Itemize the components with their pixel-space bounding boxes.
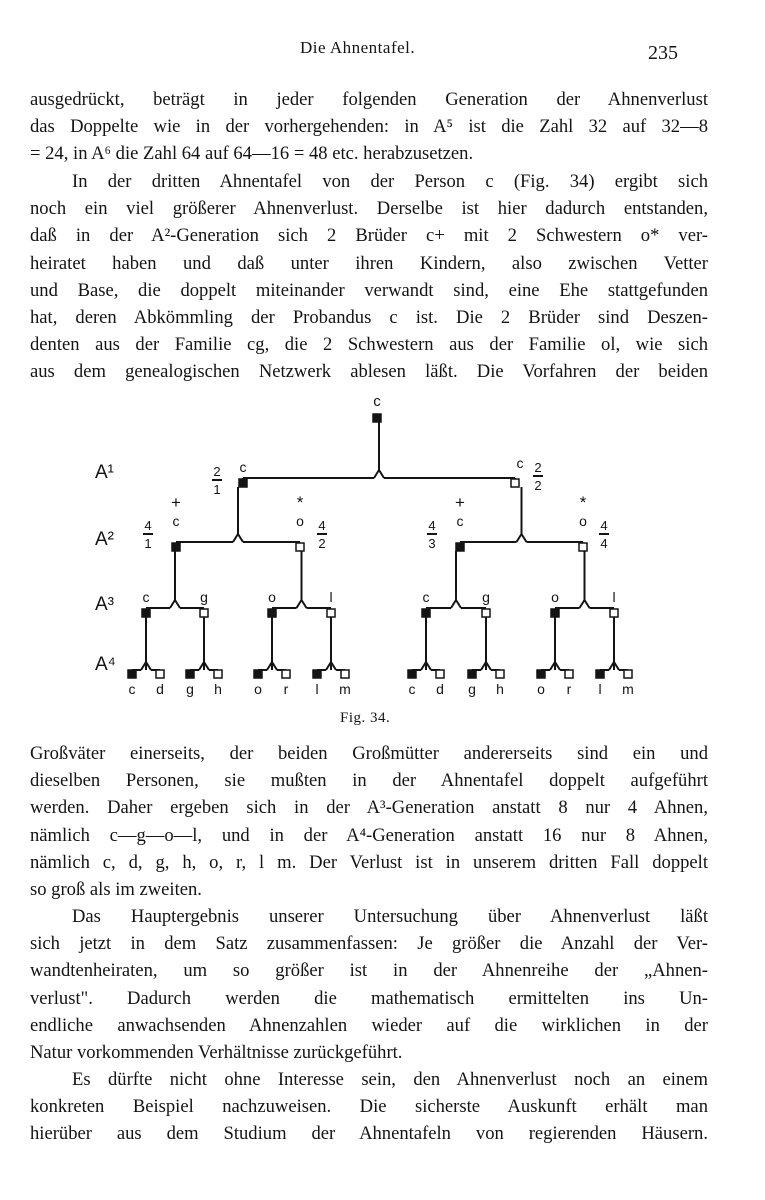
- text-line: daß in der A²-Generation sich 2 Brüder c+ mit 2 Schwestern o* ver-: [30, 225, 708, 247]
- pedigree-line: [522, 534, 527, 542]
- a4-box: [282, 670, 290, 678]
- a2-fraction-numerator: 4: [600, 518, 608, 533]
- a1-mother-box: [511, 479, 519, 487]
- proband-label: c: [373, 393, 381, 410]
- a4-box: [408, 670, 416, 678]
- text-line: und Base, die doppelt miteinander verwandt sind, eine Ehe stattgefunden: [30, 279, 708, 301]
- running-title: Die Ahnentafel.: [300, 38, 416, 57]
- a4-box: [254, 670, 262, 678]
- pedigree-line: [451, 600, 456, 608]
- a3-name: o: [551, 589, 559, 605]
- text-line: Es dürfte nicht ohne Interesse sein, den Ahnenverlust noch an einem: [72, 1069, 708, 1090]
- a2-box: [456, 543, 464, 551]
- a2-box: [579, 543, 587, 551]
- paragraph-main-result: [30, 903, 708, 1066]
- paragraph-ahnenverlust-doubling: [30, 86, 708, 168]
- a2-name: o: [579, 513, 587, 529]
- text-line: In der dritten Ahnentafel von der Person c (Fig. 34) ergibt sich: [72, 171, 708, 192]
- pedigree-line: [233, 534, 238, 542]
- a4-name: l: [598, 681, 602, 697]
- generation-label: A²: [95, 529, 114, 550]
- a4-box: [313, 670, 321, 678]
- text-line: hierüber aus dem Studium der Ahnentafeln von regierenden Häusern.: [30, 1123, 708, 1145]
- text-line: heiratet haben und daß unter ihren Kindern, also zwischen Vetter: [30, 252, 708, 274]
- a3-name: g: [482, 589, 490, 605]
- a2-name: c: [456, 513, 464, 529]
- a1-father-name: c: [239, 459, 247, 475]
- pedigree-line: [170, 600, 175, 608]
- a4-box: [468, 670, 476, 678]
- pedigree-line: [374, 470, 379, 478]
- text-line: verlust". Dadurch werden die mathematisch ermittelten ins Un-: [30, 987, 708, 1009]
- figure-caption: Fig. 34.: [340, 710, 391, 726]
- pedigree-line: [585, 600, 590, 608]
- page-number: 235: [648, 42, 678, 64]
- generation-label: A³: [95, 594, 114, 615]
- text-line: Das Hauptergebnis unserer Untersuchung über Ahnenverlust läßt: [72, 906, 708, 927]
- a4-box: [624, 670, 632, 678]
- page-header: [0, 38, 765, 68]
- proband-box: [373, 414, 381, 422]
- a3-box: [142, 609, 150, 617]
- text-line: Natur vorkommenden Verhältnisse zurückgeführt.: [30, 1041, 403, 1063]
- a3-name: c: [422, 589, 430, 605]
- text-line: nämlich c—g—o—l, und in der A⁴-Generation anstatt 16 nur 8 Ahnen,: [30, 824, 708, 846]
- a2-fraction-denominator: 3: [428, 536, 436, 551]
- a2-fraction-numerator: 4: [144, 518, 152, 533]
- a3-name: g: [200, 589, 208, 605]
- text-line: das Doppelte wie in der vorhergehenden: in A⁵ ist die Zahl 32 auf 32—8: [30, 116, 708, 138]
- pedigree-figure: [0, 380, 765, 725]
- a4-box: [128, 670, 136, 678]
- a1-mother-fraction-denominator: 2: [534, 478, 542, 493]
- a4-name: h: [496, 681, 504, 697]
- a4-name: m: [622, 681, 634, 697]
- a2-box: [296, 543, 304, 551]
- text-line: = 24, in A⁶ die Zahl 64 auf 64—16 = 48 etc. herabzusetzen.: [30, 143, 474, 165]
- a2-symbol: *: [296, 493, 304, 512]
- a4-name: c: [128, 681, 136, 697]
- paragraph-third-ahnentafel: [30, 168, 708, 386]
- a4-name: d: [436, 681, 444, 697]
- a3-box: [327, 609, 335, 617]
- a4-box: [565, 670, 573, 678]
- a4-name: h: [214, 681, 222, 697]
- text-line: werden. Daher ergeben sich in der A³-Generation anstatt 8 nur 4 Ahnen,: [30, 797, 708, 819]
- a3-box: [422, 609, 430, 617]
- a2-fraction-denominator: 2: [318, 536, 326, 551]
- a3-name: l: [329, 589, 333, 605]
- a3-box: [200, 609, 208, 617]
- a3-box: [268, 609, 276, 617]
- text-line: hat, deren Abkömmling der Probandus c ist. Die 2 Brüder sind Deszen-: [30, 306, 708, 328]
- a2-fraction-denominator: 1: [144, 536, 152, 551]
- a4-name: g: [468, 681, 476, 697]
- a4-name: r: [566, 681, 572, 697]
- text-line: dieselben Personen, sie mußten in der Ahnentafel doppelt aufgeführt: [30, 770, 708, 792]
- pedigree-line: [517, 534, 522, 542]
- text-line: nämlich c, d, g, h, o, r, l m. Der Verlust ist in unserem dritten Fall doppelt: [30, 851, 708, 873]
- a3-box: [551, 609, 559, 617]
- a2-fraction-numerator: 4: [318, 518, 326, 533]
- a1-father-box: [239, 479, 247, 487]
- pedigree-line: [302, 600, 307, 608]
- text-line: endliche anwachsenden Ahnenzahlen wieder auf die wirklichen in der: [30, 1014, 708, 1036]
- text-line: sich jetzt in dem Satz zusammenfassen: Je größer die Anzahl der Ver-: [30, 933, 708, 955]
- a4-box: [156, 670, 164, 678]
- pedigree-line: [379, 470, 384, 478]
- a4-name: o: [254, 681, 262, 697]
- text-line: konkreten Beispiel nachzuweisen. Die sicherste Auskunft erhält man: [30, 1096, 708, 1118]
- a2-symbol: *: [579, 493, 587, 512]
- a3-name: c: [142, 589, 150, 605]
- text-line: noch ein viel größerer Ahnenverlust. Derselbe ist hier dadurch entstanden,: [30, 198, 708, 220]
- a2-fraction-denominator: 4: [600, 536, 608, 551]
- pedigree-line: [238, 534, 243, 542]
- a1-father-fraction-denominator: 1: [213, 482, 221, 497]
- text-line: aus dem genealogischen Netzwerk ablesen läßt. Die Vorfahren der beiden: [30, 361, 708, 383]
- a4-box: [596, 670, 604, 678]
- a2-symbol: +: [171, 493, 181, 512]
- a1-mother-name: c: [516, 455, 524, 471]
- pedigree-line: [580, 600, 585, 608]
- a4-box: [341, 670, 349, 678]
- a2-box: [172, 543, 180, 551]
- pedigree-diagram: [0, 380, 765, 710]
- pedigree-line: [456, 600, 461, 608]
- text-line: so groß als im zweiten.: [30, 878, 202, 900]
- a3-box: [482, 609, 490, 617]
- generation-label: A⁴: [95, 654, 116, 675]
- a4-box: [537, 670, 545, 678]
- a2-name: c: [172, 513, 180, 529]
- generation-label: A¹: [95, 462, 114, 483]
- a3-name: o: [268, 589, 276, 605]
- a4-name: l: [315, 681, 319, 697]
- a3-name: l: [612, 589, 616, 605]
- a2-fraction-numerator: 4: [428, 518, 436, 533]
- text-line: wandtenheiraten, um so größer ist in der Ahnenreihe der „Ahnen-: [30, 960, 708, 982]
- a1-father-fraction-numerator: 2: [213, 464, 221, 479]
- a3-box: [610, 609, 618, 617]
- a2-symbol: +: [455, 493, 465, 512]
- paragraph-grandparents: [30, 740, 708, 903]
- text-line: denten aus der Familie cg, die 2 Schwestern aus der Familie ol, wie sich: [30, 334, 708, 356]
- a4-box: [496, 670, 504, 678]
- a4-box: [186, 670, 194, 678]
- paragraph-concrete-example: [30, 1066, 708, 1148]
- a4-name: o: [537, 681, 545, 697]
- a4-name: m: [339, 681, 351, 697]
- a4-name: g: [186, 681, 194, 697]
- a1-mother-fraction-numerator: 2: [534, 460, 542, 475]
- a4-name: d: [156, 681, 164, 697]
- a4-box: [214, 670, 222, 678]
- a4-box: [436, 670, 444, 678]
- text-line: ausgedrückt, beträgt in jeder folgenden Generation der Ahnenverlust: [30, 89, 708, 110]
- text-line: Großväter einerseits, der beiden Großmütter andererseits sind ein und: [30, 743, 708, 764]
- a4-name: r: [283, 681, 289, 697]
- pedigree-line: [297, 600, 302, 608]
- a2-name: o: [296, 513, 304, 529]
- pedigree-line: [175, 600, 180, 608]
- a4-name: c: [408, 681, 416, 697]
